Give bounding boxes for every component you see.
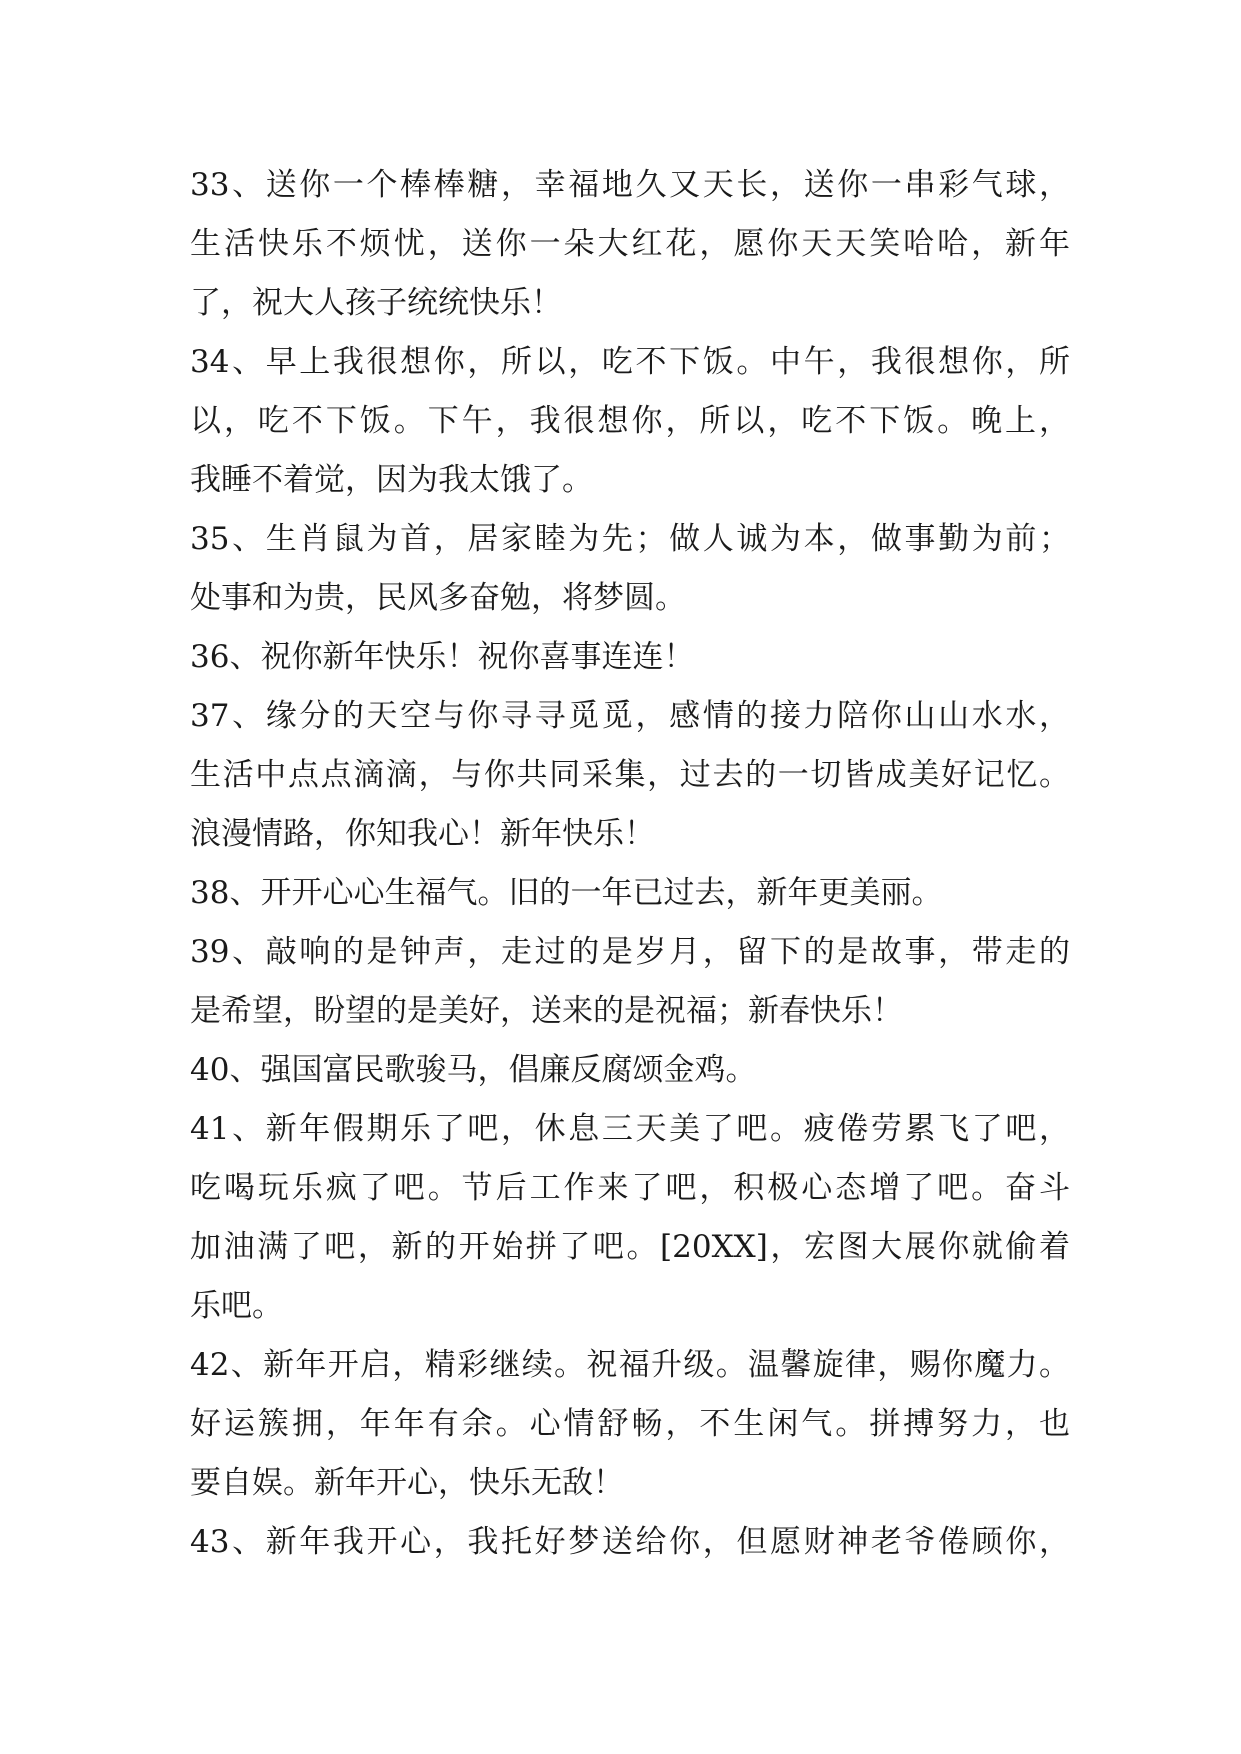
text-line: 生活中点点滴滴，与你共同采集，过去的一切皆成美好记忆。 (190, 757, 1070, 793)
text-line: 是希望，盼望的是美好，送来的是祝福；新春快乐！ (190, 993, 903, 1029)
text-line: 浪漫情路，你知我心！新年快乐！ (190, 816, 655, 852)
text-line: 34、早上我很想你，所以，吃不下饭。中午，我很想你，所 (190, 344, 1070, 380)
text-line: 38、开开心心生福气。旧的一年已过去，新年更美丽。 (190, 875, 943, 911)
text-line: 生活快乐不烦忧，送你一朵大红花，愿你天天笑哈哈，新年 (190, 226, 1070, 262)
text-line: 37、缘分的天空与你寻寻觅觅，感情的接力陪你山山水水， (190, 698, 1070, 734)
text-line: 吃喝玩乐疯了吧。节后工作来了吧，积极心态增了吧。奋斗 (190, 1170, 1070, 1206)
text-line: 要自娱。新年开心，快乐无敌！ (190, 1465, 624, 1501)
text-line: 35、生肖鼠为首，居家睦为先；做人诚为本，做事勤为前； (190, 521, 1070, 557)
text-line: 33、送你一个棒棒糖，幸福地久又天长，送你一串彩气球， (190, 167, 1070, 203)
text-line: 了，祝大人孩子统统快乐！ (190, 285, 562, 321)
text-line: 好运簇拥，年年有余。心情舒畅，不生闲气。拼搏努力，也 (190, 1406, 1070, 1442)
text-line: 36、祝你新年快乐！祝你喜事连连！ (190, 639, 695, 675)
text-line: 39、敲响的是钟声，走过的是岁月，留下的是故事，带走的 (190, 934, 1070, 970)
text-line: 处事和为贵，民风多奋勉，将梦圆。 (190, 580, 686, 616)
document-body (190, 156, 1070, 1572)
text-line: 40、强国富民歌骏马，倡廉反腐颂金鸡。 (190, 1052, 757, 1088)
text-line: 我睡不着觉，因为我太饿了。 (190, 462, 593, 498)
text-line: 42、新年开启，精彩继续。祝福升级。温馨旋律，赐你魔力。 (190, 1347, 1070, 1383)
text-line: 43、新年我开心，我托好梦送给你，但愿财神老爷倦顾你， (190, 1524, 1070, 1560)
text-line: 41、新年假期乐了吧，休息三天美了吧。疲倦劳累飞了吧， (190, 1111, 1070, 1147)
text-line: 以，吃不下饭。下午，我很想你，所以，吃不下饭。晚上， (190, 403, 1070, 439)
text-line: 加油满了吧，新的开始拼了吧。[20XX]，宏图大展你就偷着 (190, 1229, 1070, 1265)
text-line: 乐吧。 (190, 1288, 283, 1324)
